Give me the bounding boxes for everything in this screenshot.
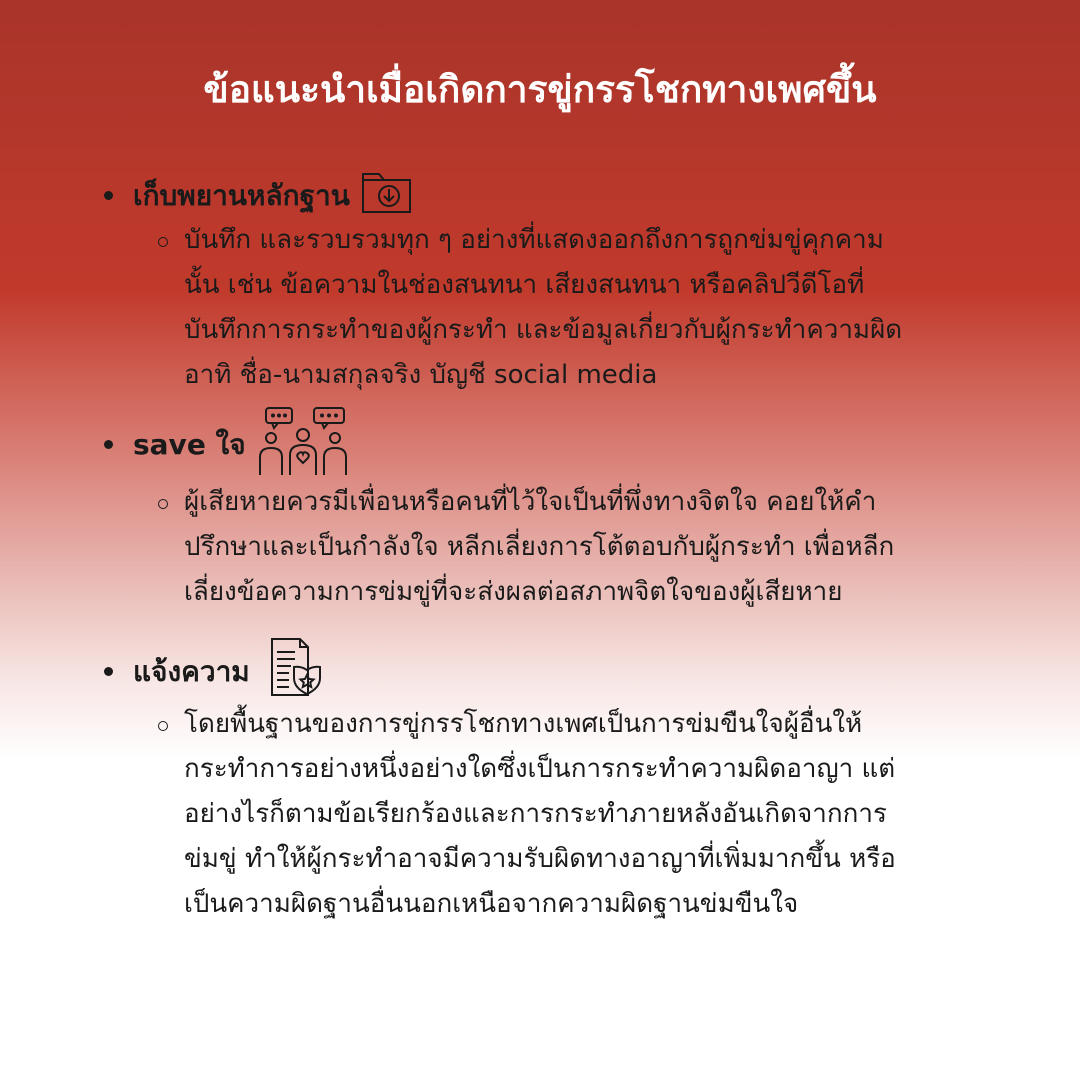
body-line: อย่างไรก็ตามข้อเรียกร้องและการกระทำภายหลังอันเกิดจากการ xyxy=(184,799,887,829)
body-line: ข่มขู่ ทำให้ผู้กระทำอาจมีความรับผิดทางอาญาที่เพิ่มมากขึ้น หรือ xyxy=(184,844,896,874)
body-line: กระทำการอย่างหนึ่งอย่างใดซึ่งเป็นการกระทำความผิดอาญา แต่ xyxy=(184,754,896,784)
folder-download-icon xyxy=(360,168,416,223)
page-title: ข้อแนะนำเมื่อเกิดการขู่กรรโชกทางเพศขึ้น xyxy=(203,68,877,111)
bullet-dot xyxy=(104,440,113,449)
police-report-icon xyxy=(260,636,326,707)
body-line: บันทึก และรวบรวมทุก ๆ อย่างที่แสดงออกถึงการถูกข่มขู่คุกคาม xyxy=(184,225,884,255)
body-line: อาทิ ชื่อ-นามสกุลจริง บัญชี social media xyxy=(184,360,658,390)
body-text xyxy=(184,480,1004,615)
body-line: ปรึกษาและเป็นกำลังใจ หลีกเลี่ยงการโต้ตอบกับผู้กระทำ เพื่อหลีก xyxy=(184,532,895,562)
sub-bullet-circle xyxy=(158,499,168,509)
section-body-evidence xyxy=(158,218,1018,398)
heading-label: เก็บพยานหลักฐาน xyxy=(133,178,350,212)
section-body-report xyxy=(158,702,1018,927)
bullet-dot xyxy=(104,667,113,676)
bullet-dot xyxy=(104,191,113,200)
section-heading-evidence xyxy=(104,168,416,223)
sub-bullet-circle xyxy=(158,721,168,731)
body-line: โดยพื้นฐานของการขู่กรรโชกทางเพศเป็นการข่มขืนใจผู้อื่นให้ xyxy=(184,709,863,739)
body-line: นั้น เช่น ข้อความในช่องสนทนา เสียงสนทนา หรือคลิปวีดีโอที่ xyxy=(184,270,865,300)
body-line: เป็นความผิดฐานอื่นนอกเหนือจากความผิดฐานข่มขืนใจ xyxy=(184,889,799,919)
heading-label: แจ้งความ xyxy=(133,654,250,688)
body-line: เลี่ยงข้อความการข่มขู่ที่จะส่งผลต่อสภาพจิตใจของผู้เสียหาย xyxy=(184,577,843,607)
body-text xyxy=(184,218,1004,398)
section-body-save-heart xyxy=(158,480,1018,615)
support-group-icon xyxy=(256,405,350,484)
sub-bullet-circle xyxy=(158,237,168,247)
body-text xyxy=(184,702,1004,927)
section-heading-save-heart xyxy=(104,405,350,484)
section-heading-report xyxy=(104,636,326,707)
heading-label: save ใจ xyxy=(133,427,246,461)
body-line: ผู้เสียหายควรมีเพื่อนหรือคนที่ไว้ใจเป็นที่พึ่งทางจิตใจ คอยให้คำ xyxy=(184,487,877,517)
body-line: บันทึกการกระทำของผู้กระทำ และข้อมูลเกี่ยวกับผู้กระทำความผิด xyxy=(184,315,903,345)
